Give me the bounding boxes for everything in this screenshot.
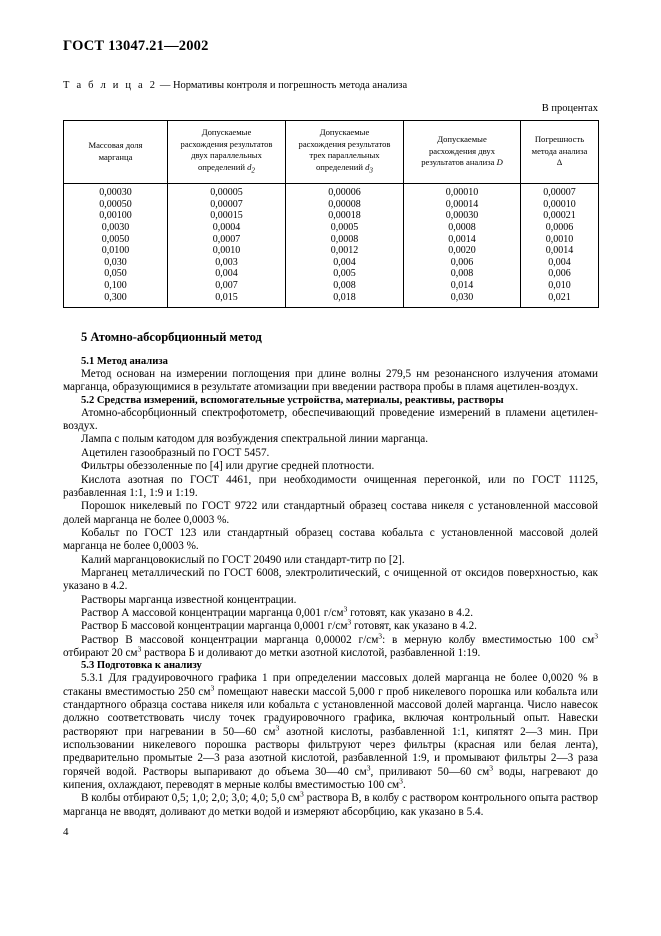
table-cell: 0,007 [168,280,286,292]
table-cell: 0,014 [404,280,521,292]
table-caption-label: Т а б л и ц а 2 [63,80,158,91]
table-cell: 0,00007 [521,184,599,199]
section-5-2-paragraph-4: Фильтры обеззоленные по [4] или другие средней плотности. [81,460,375,473]
table-cell: 0,050 [64,268,168,280]
symbol-delta: Δ [556,157,563,168]
superscript-cubed: 3 [399,776,403,786]
header-line: определений [315,161,363,172]
table-cell: 0,004 [521,257,599,269]
table-caption-dash: — [157,80,173,91]
header-line: расхождения результатов [298,138,391,149]
header-cell-d2 [168,121,286,184]
table-cell: 0,004 [168,268,286,280]
header-cell-mass-fraction [64,121,168,184]
text-run: воды, нагревают до кипения, охлаждают, переводят в мерные колбы вместимостью 100 см [63,765,598,792]
text-run: раствора Б и доливают до метки азотной кислотой, разбавленной 1:19. [141,646,481,659]
table-body [64,184,599,308]
section-5-3-paragraph-2 [63,789,598,819]
table-cell: 0,0008 [286,234,404,246]
header-line: метода анализа [531,145,588,156]
section-5-1-paragraph: Метод основан на измерении поглощения при длине волны 279,5 нм резонансного излучения атомами марганца, образующимися в результате атомизации при введении раствора пробы в пламя ацетилен-воздух. [63,368,598,394]
table-cell: 0,00006 [286,184,404,199]
superscript-cubed: 3 [378,630,383,640]
section-5-title: 5 Атомно-абсорбционный метод [81,330,262,345]
table-caption [63,80,598,91]
section-5-2-paragraph-7: Кобальт по ГОСТ 123 или стандартный образец состава кобальта с установленной массовой долей марганца не более 0,0003 %. [63,526,598,553]
table-cell: 0,021 [521,292,599,308]
text-run: готовят, как указано в 4.2. [347,606,474,619]
header-line: Погрешность [534,134,585,145]
table-row [64,292,599,308]
header-line: марганца [98,151,133,162]
superscript-cubed: 3 [594,630,598,640]
table-cell: 0,00018 [286,210,404,222]
table-cell: 0,0005 [286,222,404,234]
table-cell: 0,0010 [521,234,599,246]
symbol-D: D [496,157,503,168]
table-cell: 0,008 [286,280,404,292]
table-row [64,199,599,211]
table-cell: 0,030 [64,257,168,269]
text-run: В колбы отбирают 0,5; 1,0; 2,0; 3,0; 4,0; 5,0 см [81,792,301,805]
table-cell: 0,0007 [168,234,286,246]
section-5-3-paragraph-1 [63,672,598,792]
header-line: расхождения двух [428,145,496,156]
table-cell: 0,00021 [521,210,599,222]
section-5-2-paragraph-10: Растворы марганца известной концентрации. [81,593,297,606]
section-5-3-title: 5.3 Подготовка к анализу [81,660,202,672]
table-cell: 0,008 [404,268,521,280]
superscript-cubed: 3 [210,682,215,692]
header-cell-delta [521,121,599,184]
table-row [64,245,599,257]
table-cell: 0,0006 [521,222,599,234]
section-5-2-paragraph-5: Кислота азотная по ГОСТ 4461, при необходимости очищенная перегонкой, или по ГОСТ 11125, разбавленная 1:1, 1:9 и 1:19. [63,473,598,499]
table-cell: 0,0050 [64,234,168,246]
table-cell: 0,00010 [404,184,521,199]
text-run: : в мерную колбу вместимостью 100 см [382,633,595,646]
symbol-d-subscript: 3 [369,166,373,175]
symbol-d: d [365,161,370,172]
table-cell: 0,00050 [64,199,168,211]
page-content [63,38,598,819]
table-cell: 0,0010 [168,245,286,257]
table-cell: 0,0020 [404,245,521,257]
table-cell: 0,030 [404,292,521,308]
table-row [64,268,599,280]
superscript-cubed: 3 [275,722,280,732]
text-run: Раствор А массовой концентрации марганца 0,001 г/см [81,606,344,619]
superscript-cubed: 3 [489,763,493,772]
section-5-2-title: 5.2 Средства измерений, вспомогательные устройства, материалы, реактивы, растворы [81,394,504,406]
table-cell: 0,003 [168,257,286,269]
table-cell: 0,00008 [286,199,404,211]
page-number: 4 [63,826,69,838]
header-line: трех параллельных [309,150,380,161]
text-run: , приливают 50—60 см [370,765,490,778]
text-run: . [402,779,406,792]
table-cell: 0,100 [64,280,168,292]
section-5-2-paragraph-1: Атомно-абсорбционный спектрофотометр, обеспечивающий проведение измерений в пламени ацетилен-воздух. [63,406,598,433]
table-cell: 0,0008 [404,222,521,234]
table-cell: 0,00015 [168,210,286,222]
header-cell-d3 [286,121,404,184]
header-line: Допускаемые [319,127,370,137]
norms-table [63,120,599,308]
table-header-row [64,121,599,184]
table-cell: 0,010 [521,280,599,292]
table-cell: 0,300 [64,292,168,308]
table-row [64,234,599,246]
table-cell: 0,0004 [168,222,286,234]
section-5-2-paragraph-3: Ацетилен газообразный по ГОСТ 5457. [81,446,270,459]
section-5-2-paragraph-13 [63,630,598,661]
table-head [64,121,599,184]
header-line: расхождения результатов [180,138,273,149]
table-cell: 0,0014 [404,234,521,246]
header-line: Массовая доля [88,139,143,150]
table-cell: 0,0012 [286,245,404,257]
table-cell: 0,006 [404,257,521,269]
text-run: готовят, как указано в 4.2. [351,620,477,633]
table-row [64,280,599,292]
table-cell: 0,004 [286,257,404,269]
table-cell: 0,018 [286,292,404,308]
section-5-2-paragraph-12 [63,617,598,633]
header-line: Допускаемые [437,134,487,145]
table-cell: 0,015 [168,292,286,308]
text-run: азотной кислоты, разбавленной 1:1, кипятят 2—3 мин. При использовании никелевого порошка растворы фильтруют через фильтры (красная или белая лента), предварительно промытые 2—3 раза азотной кислотой, разбавленной 1:9, и промывают фильтры 2—3 раза горячей водой. Растворы выпаривают до объема 30—40 см [63,725,598,778]
standard-number-header: ГОСТ 13047.21—2002 [63,38,209,54]
table-units-note: В процентах [541,103,598,114]
table-cell: 0,006 [521,268,599,280]
superscript-cubed: 3 [347,617,352,627]
section-5-2-paragraph-2: Лампа с полым катодом для возбуждения спектральной линии марганца. [81,433,429,446]
superscript-cubed: 3 [343,604,348,614]
table-cell: 0,0014 [521,245,599,257]
symbol-d: d [247,161,252,172]
header-line: результатов анализа [421,157,495,168]
text-run: Раствор Б массовой концентрации марганца 0,0001 г/см [81,620,348,633]
table-cell: 0,00007 [168,199,286,211]
symbol-d-subscript: 2 [251,166,255,175]
table-cell: 0,0030 [64,222,168,234]
table-row [64,257,599,269]
section-5-2-paragraph-8: Калий марганцовокислый по ГОСТ 20490 или стандарт-титр по [2]. [81,553,405,566]
text-run: раствора В, в колбу с раствором контрольного опыта раствор марганца не вводят, доливают до метки водой и измеряют абсорбцию, как указано в 5.4. [63,792,598,818]
table-row [64,210,599,222]
table-cell: 0,00100 [64,210,168,222]
table-cell: 0,00010 [521,199,599,211]
section-5-2-paragraph-9: Марганец металлический по ГОСТ 6008, электролитический, с очищенной от оксидов поверхностью, как указано в 4.2. [63,566,598,593]
section-5-2-paragraph-11 [63,604,598,620]
header-cell-D [404,121,521,184]
header-line: Допускаемые [201,127,252,137]
text-run: Раствор В массовой концентрации марганца 0,00002 г/см [81,633,379,646]
table-cell: 0,00030 [404,210,521,222]
superscript-cubed: 3 [300,789,304,799]
table-cell: 0,00014 [404,199,521,211]
section-5-2-paragraph-6: Порошок никелевый по ГОСТ 9722 или стандартный образец состава никеля с установленной массовой долей марганца не более 0,0003 %. [63,500,598,526]
superscript-cubed: 3 [366,763,371,772]
section-5-1-title: 5.1 Метод анализа [81,356,168,368]
table-caption-title: Нормативы контроля и погрешность метода анализа [172,80,408,91]
table-row [64,184,599,199]
header-line: двух параллельных [191,150,262,161]
text-run: 5.3.1 Для градуировочного графика 1 при определении массовых долей марганца не более 0,0020 % в стаканы вместимостью 250 см [63,672,598,698]
header-line: определений [197,161,245,172]
table-row [64,222,599,234]
text-run: помещают навески массой 5,000 г проб никелевого порошка или кобальта или стандартного образца состава никеля или кобальта с установленной массовой долей марганца. Число навесок должно соответствовать числу точек градуировочного графика, включая контрольный опыт. Навески растворяют при нагревании в 50—60 см [63,685,599,738]
table-cell: 0,0100 [64,245,168,257]
table-cell: 0,00030 [64,184,168,199]
text-run: отбирают 20 см [63,646,138,659]
table-cell: 0,00005 [168,184,286,199]
table-cell: 0,005 [286,268,404,280]
superscript-cubed: 3 [137,644,142,654]
